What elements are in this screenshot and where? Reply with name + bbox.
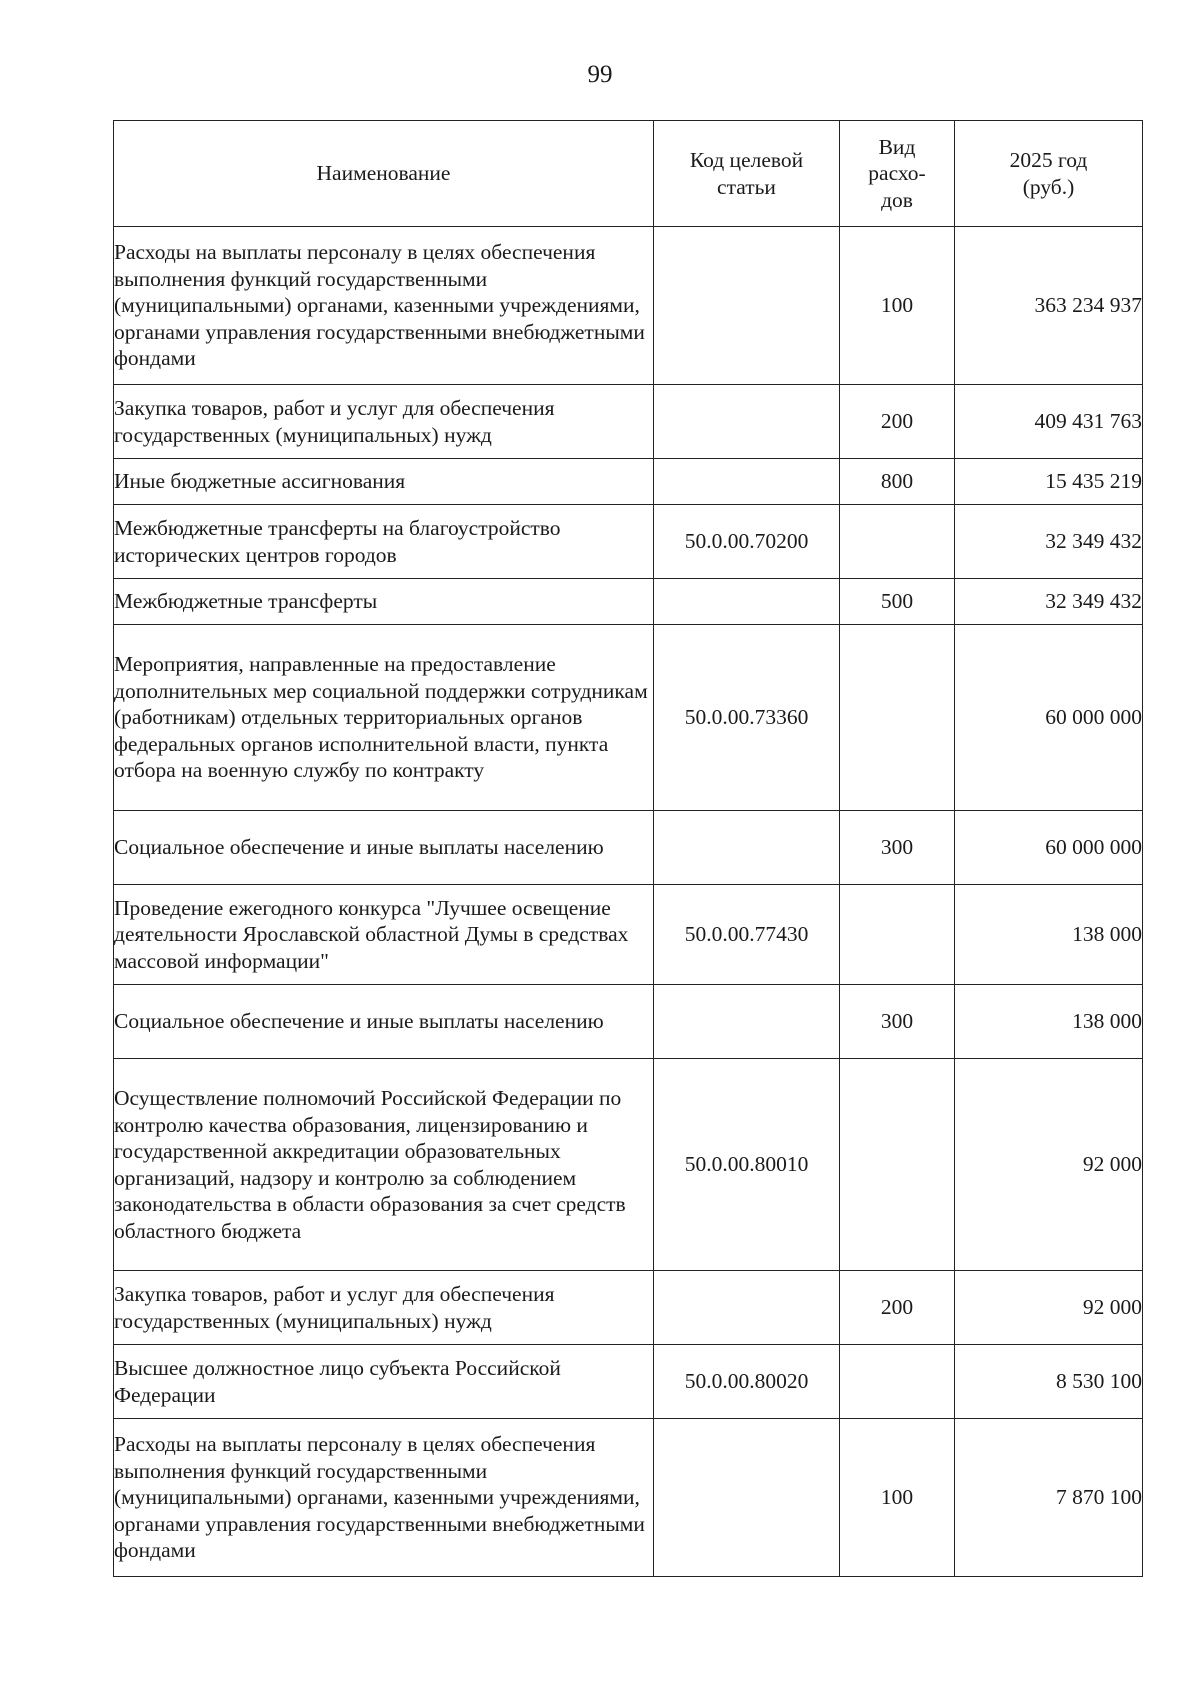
header-code-text: Код целевой статьи [689, 148, 804, 199]
row-expense-type: 500 [840, 579, 955, 625]
row-name: Межбюджетные трансферты на благоустройство исторических центров городов [114, 505, 654, 579]
row-expense-type [840, 505, 955, 579]
table-row [114, 1345, 1143, 1419]
row-code [654, 1419, 840, 1577]
row-code [654, 811, 840, 885]
table-header-row [114, 121, 1143, 227]
table-row [114, 625, 1143, 811]
row-expense-type: 200 [840, 385, 955, 459]
row-amount: 7 870 100 [955, 1419, 1143, 1577]
table-row [114, 885, 1143, 985]
row-expense-type: 300 [840, 811, 955, 885]
row-name: Расходы на выплаты персоналу в целях обеспечения выполнения функций государственными (муниципальными) органами, казенными учреждениями, органами управления государственными внебюджетными фондами [114, 1419, 654, 1577]
row-amount: 60 000 000 [955, 811, 1143, 885]
row-name: Социальное обеспечение и иные выплаты населению [114, 811, 654, 885]
row-name: Закупка товаров, работ и услуг для обеспечения государственных (муниципальных) нужд [114, 385, 654, 459]
row-expense-type: 300 [840, 985, 955, 1059]
row-name: Высшее должностное лицо субъекта Российской Федерации [114, 1345, 654, 1419]
row-expense-type: 100 [840, 1419, 955, 1577]
budget-table [113, 120, 1143, 1577]
table-row [114, 1419, 1143, 1577]
row-amount: 32 349 432 [955, 505, 1143, 579]
row-name: Расходы на выплаты персоналу в целях обеспечения выполнения функций государственными (муниципальными) органами, казенными учреждениями, органами управления государственными внебюджетными фондами [114, 227, 654, 385]
table-row [114, 385, 1143, 459]
table-row [114, 811, 1143, 885]
page-number: 99 [587, 61, 613, 88]
row-code [654, 459, 840, 505]
row-amount: 363 234 937 [955, 227, 1143, 385]
row-code [654, 385, 840, 459]
row-expense-type [840, 885, 955, 985]
row-amount: 409 431 763 [955, 385, 1143, 459]
table-row [114, 459, 1143, 505]
row-name: Иные бюджетные ассигнования [114, 459, 654, 505]
row-expense-type [840, 1345, 955, 1419]
row-code [654, 1271, 840, 1345]
row-expense-type: 200 [840, 1271, 955, 1345]
row-amount: 15 435 219 [955, 459, 1143, 505]
row-name: Проведение ежегодного конкурса "Лучшее освещение деятельности Ярославской областной Думы в средствах массовой информации" [114, 885, 654, 985]
header-amount-text: 2025 год (руб.) [1009, 148, 1088, 199]
row-name: Межбюджетные трансферты [114, 579, 654, 625]
table-row [114, 227, 1143, 385]
row-expense-type: 100 [840, 227, 955, 385]
row-name: Мероприятия, направленные на предоставление дополнительных мер социальной поддержки сотрудникам (работникам) отдельных территориальных органов федеральных органов исполнительной власти, пункта отбора на военную службу по контракту [114, 625, 654, 811]
header-name [114, 121, 654, 227]
row-code [654, 579, 840, 625]
row-code: 50.0.00.77430 [654, 885, 840, 985]
row-amount: 138 000 [955, 985, 1143, 1059]
row-amount: 92 000 [955, 1271, 1143, 1345]
row-amount: 32 349 432 [955, 579, 1143, 625]
row-amount: 138 000 [955, 885, 1143, 985]
table-row [114, 985, 1143, 1059]
table-row [114, 1059, 1143, 1271]
row-code: 50.0.00.70200 [654, 505, 840, 579]
row-amount: 92 000 [955, 1059, 1143, 1271]
row-name: Осуществление полномочий Российской Федерации по контролю качества образования, лицензированию и государственной аккредитации образовательных организаций, надзору и контролю за соблюдением законодательства в области образования за счет средств областного бюджета [114, 1059, 654, 1271]
row-name: Социальное обеспечение и иные выплаты населению [114, 985, 654, 1059]
row-expense-type: 800 [840, 459, 955, 505]
table-row [114, 1271, 1143, 1345]
header-type [840, 121, 955, 227]
header-amount [955, 121, 1143, 227]
row-name: Закупка товаров, работ и услуг для обеспечения государственных (муниципальных) нужд [114, 1271, 654, 1345]
row-expense-type [840, 625, 955, 811]
row-code [654, 985, 840, 1059]
header-type-text: Вид расхо- дов [868, 134, 926, 212]
row-amount: 60 000 000 [955, 625, 1143, 811]
table-row [114, 505, 1143, 579]
table-row [114, 579, 1143, 625]
row-code: 50.0.00.80010 [654, 1059, 840, 1271]
row-expense-type [840, 1059, 955, 1271]
row-code: 50.0.00.73360 [654, 625, 840, 811]
row-code [654, 227, 840, 385]
header-name-text: Наименование [316, 161, 451, 186]
header-code [654, 121, 840, 227]
row-amount: 8 530 100 [955, 1345, 1143, 1419]
row-code: 50.0.00.80020 [654, 1345, 840, 1419]
